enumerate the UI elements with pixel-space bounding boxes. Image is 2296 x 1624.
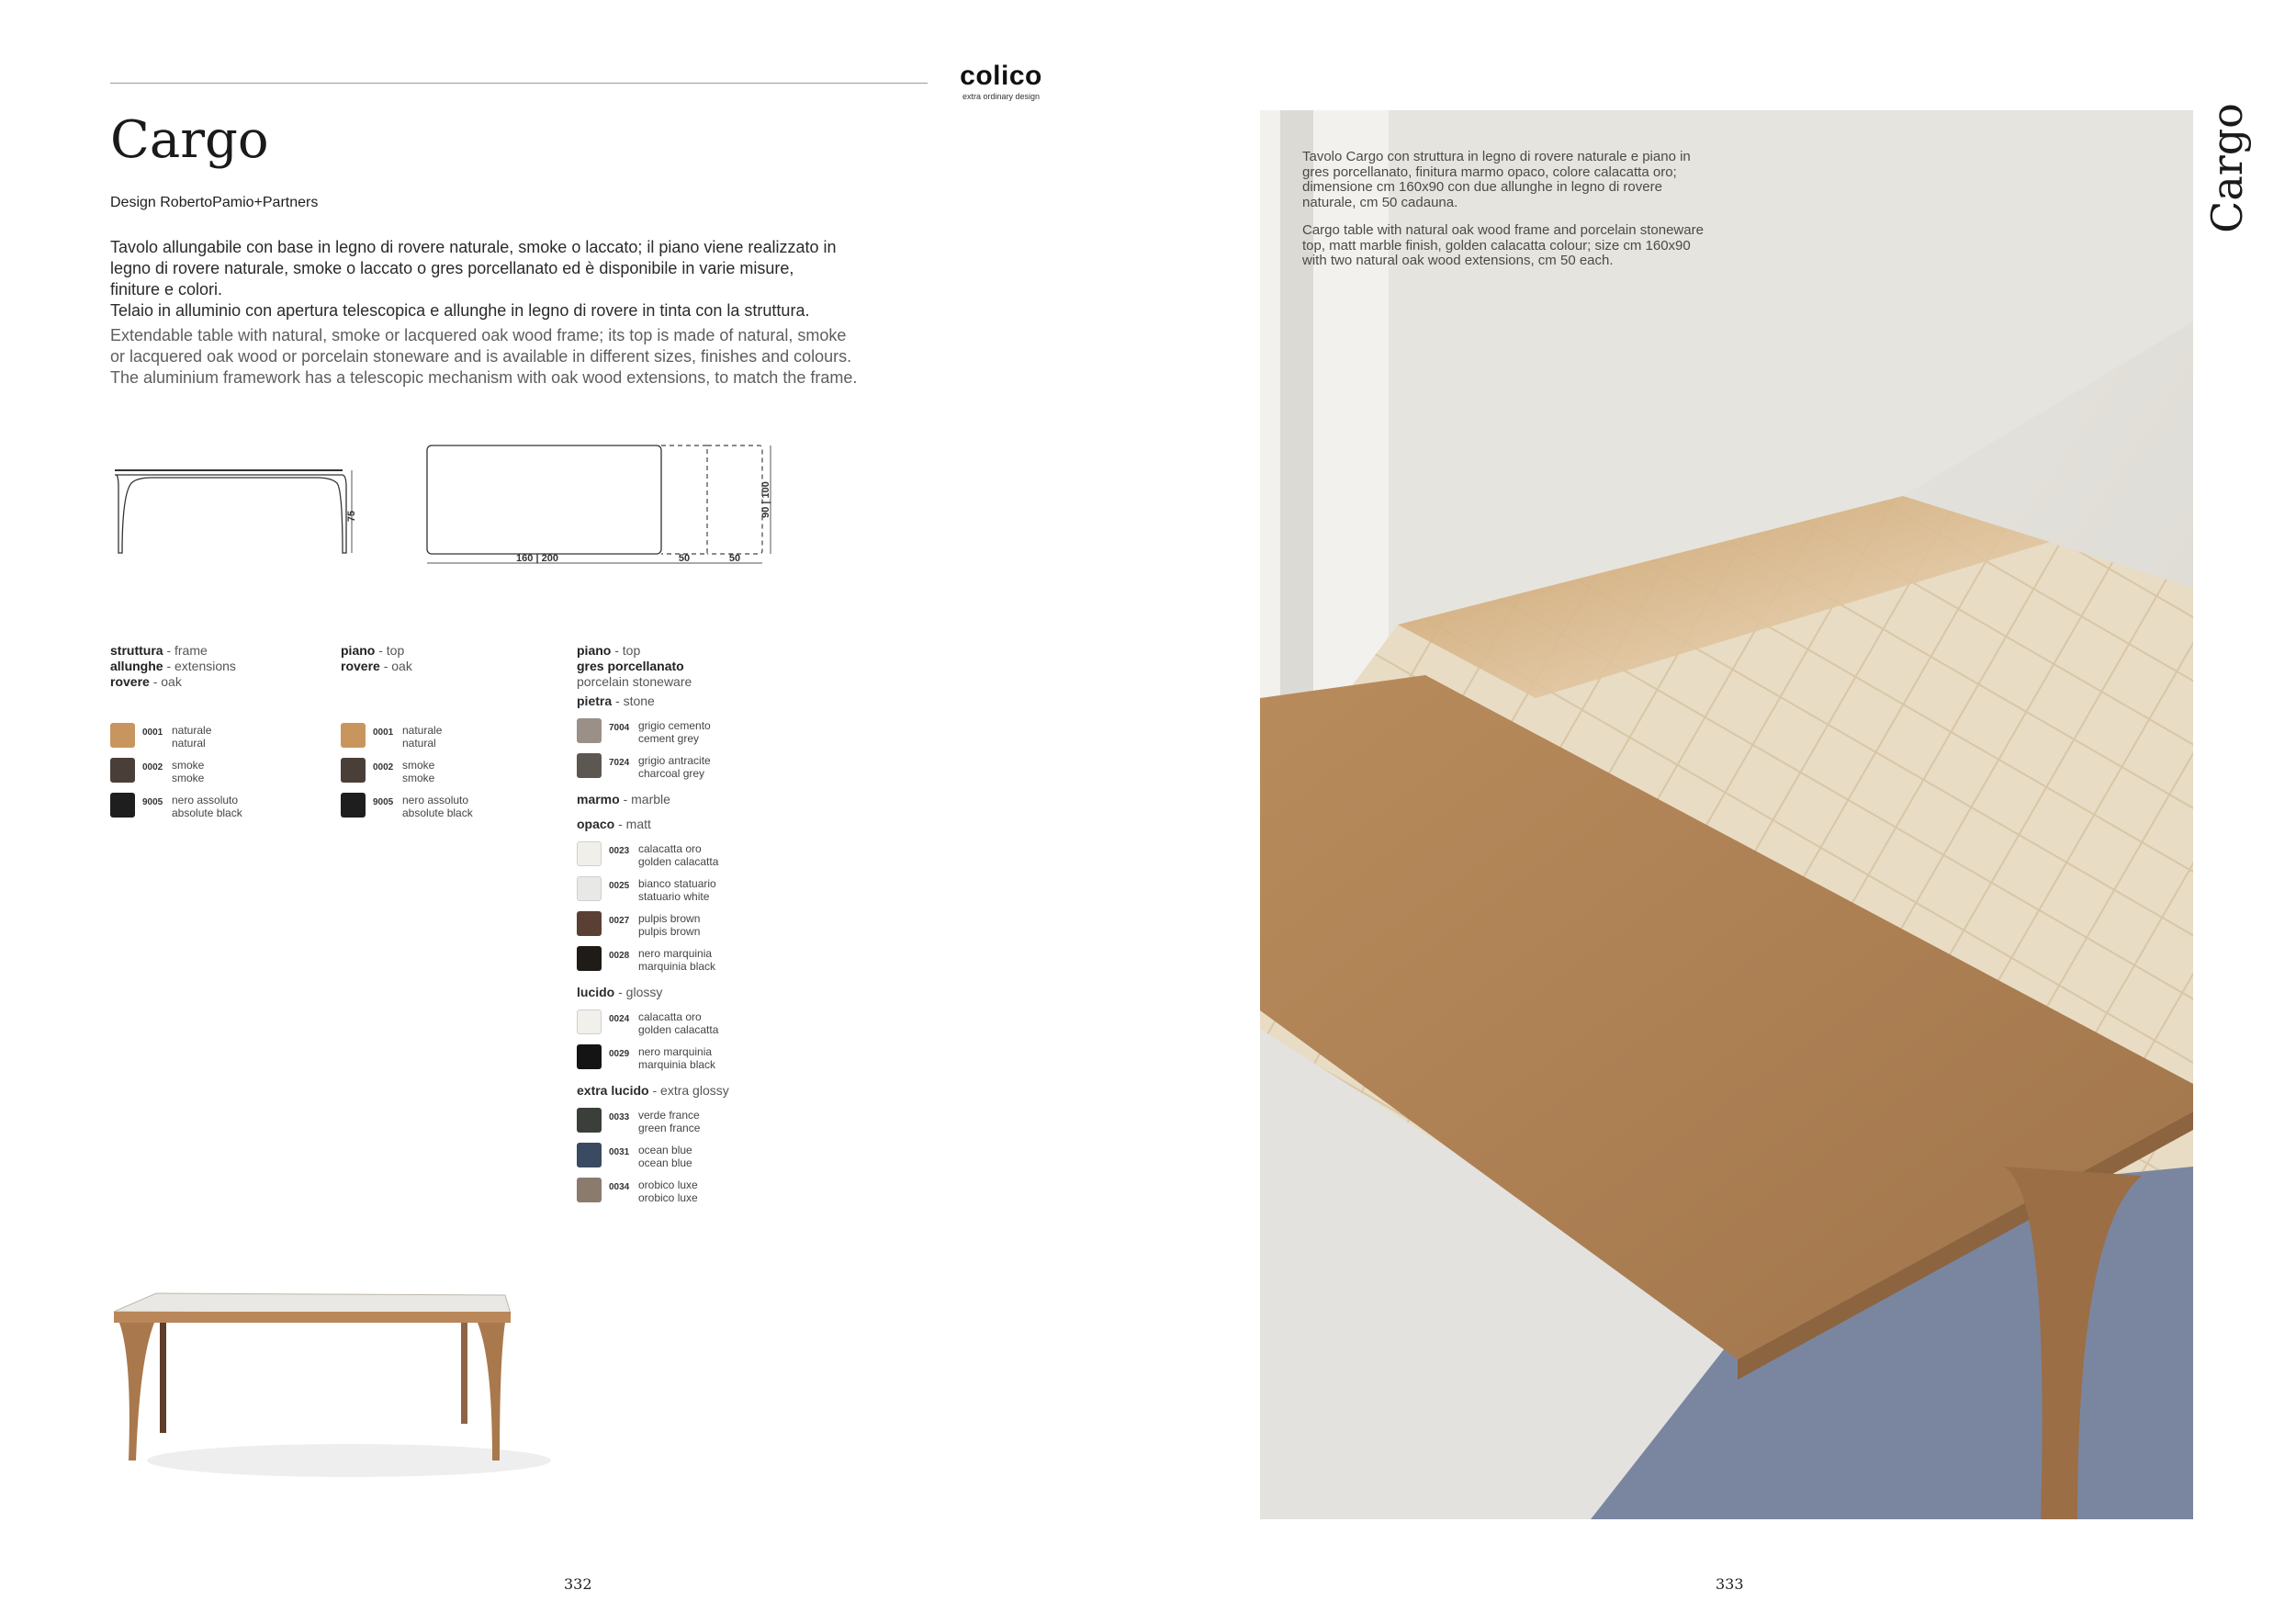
finish-code: 0029	[609, 1049, 630, 1059]
color-chip	[110, 758, 135, 783]
swatch-list	[110, 723, 321, 818]
finish-name: naturale natural	[402, 724, 443, 750]
color-chip	[577, 1009, 602, 1034]
finish-name: calacatta oro golden calacatta	[638, 1010, 719, 1036]
glossy-label: lucido - glossy	[577, 985, 663, 999]
finish-code: 0001	[373, 727, 394, 738]
color-chip	[577, 911, 602, 936]
depth-dimension: 90 | 100	[760, 481, 771, 518]
finish-swatch	[577, 841, 852, 867]
color-chip	[577, 1143, 602, 1167]
finish-code: 0031	[609, 1147, 630, 1157]
finish-swatch	[110, 758, 321, 784]
product-title: Cargo	[110, 110, 269, 170]
color-chip	[577, 718, 602, 743]
marble-label: marmo - marble	[577, 792, 670, 806]
color-chip	[341, 793, 366, 818]
extra-glossy-label: extra lucido - extra glossy	[577, 1083, 729, 1098]
color-chip	[577, 753, 602, 778]
color-chip	[577, 1044, 602, 1069]
finish-code: 9005	[373, 797, 394, 807]
length-dimension: 160 | 200	[516, 553, 558, 564]
finishes-oak-top-column	[341, 643, 552, 818]
color-chip	[577, 841, 602, 866]
description-line: finiture e colori.	[110, 280, 223, 299]
finish-name: grigio antracite charcoal grey	[638, 754, 711, 780]
stone-label: pietra - stone	[577, 694, 655, 708]
finish-swatch	[577, 1009, 852, 1035]
finish-name: grigio cemento cement grey	[638, 719, 711, 745]
color-chip	[110, 793, 135, 818]
finish-swatch	[577, 1108, 852, 1133]
finish-name: ocean blue ocean blue	[638, 1144, 692, 1169]
swatch-list	[577, 1009, 852, 1070]
color-chip	[577, 1108, 602, 1133]
finish-name: nero marquinia marquinia black	[638, 947, 716, 973]
finish-code: 0001	[142, 727, 163, 738]
logo-wordmark: colico	[960, 61, 1042, 91]
finish-heading: struttura - frame allunghe - extensions rovere - oak	[110, 643, 236, 689]
swatch-list	[341, 723, 552, 818]
color-chip	[110, 723, 135, 748]
finish-code: 9005	[142, 797, 163, 807]
side-view-drawing	[106, 432, 363, 570]
brand-logo	[955, 62, 1047, 101]
finish-swatch	[577, 876, 852, 902]
swatch-list	[577, 841, 852, 972]
finish-code: 7024	[609, 758, 630, 768]
description-english	[110, 325, 872, 389]
top-view-drawing	[418, 436, 785, 574]
finish-swatch	[577, 753, 852, 779]
swatch-list	[577, 718, 852, 779]
finish-name: verde france green france	[638, 1109, 701, 1134]
finish-swatch	[341, 723, 552, 749]
finish-swatch	[577, 1178, 852, 1203]
finish-code: 0028	[609, 951, 630, 961]
extension-dimension: 50	[678, 553, 691, 564]
finish-swatch	[110, 793, 321, 818]
description-line: Telaio in alluminio con apertura telescopica e allunghe in legno di rovere in tinta con la struttura.	[110, 301, 810, 320]
finish-swatch	[341, 793, 552, 818]
color-chip	[577, 1178, 602, 1202]
color-chip	[341, 758, 366, 783]
finish-name: calacatta oro golden calacatta	[638, 842, 719, 868]
caption-italian: Tavolo Cargo con struttura in legno di rovere naturale e piano in gres porcellanato, finitura marmo opaco, colore calacatta oro; dimensione cm 160x90 con due allunghe in legno di rovere naturale, cm 50 cadauna.	[1302, 149, 1691, 210]
finish-code: 0034	[609, 1182, 630, 1192]
extension-dimension: 50	[728, 553, 741, 564]
color-chip	[341, 723, 366, 748]
finish-name: bianco statuario statuario white	[638, 877, 716, 903]
finish-code: 0023	[609, 846, 630, 856]
description-line: legno di rovere naturale, smoke o laccato o gres porcellanato ed è disponibile in varie misure,	[110, 259, 794, 277]
finish-code: 0027	[609, 916, 630, 926]
color-chip	[577, 876, 602, 901]
finish-swatch	[577, 911, 852, 937]
swatch-list	[577, 1108, 852, 1203]
description-line: Tavolo allungabile con base in legno di rovere naturale, smoke o laccato; il piano viene realizzato in	[110, 238, 837, 256]
table-product-image	[101, 1277, 615, 1488]
room-photo	[1260, 110, 2193, 1519]
logo-tagline: extra ordinary design	[962, 92, 1041, 101]
finishes-stoneware-column	[577, 643, 852, 1203]
finish-code: 7004	[609, 723, 630, 733]
header-rule	[110, 83, 928, 84]
description-line: Extendable table with natural, smoke or lacquered oak wood frame; its top is made of natural, smoke	[110, 326, 847, 344]
finish-heading: piano - top rovere - oak	[341, 643, 412, 673]
finish-name: pulpis brown pulpis brown	[638, 912, 701, 938]
description-line: The aluminium framework has a telescopic mechanism with oak wood extensions, to match the frame.	[110, 368, 858, 387]
finish-code: 0024	[609, 1014, 630, 1024]
finish-name: nero marquinia marquinia black	[638, 1045, 716, 1071]
finish-swatch	[577, 1143, 852, 1168]
page-number-right: 333	[1716, 1575, 1744, 1593]
description-italian	[110, 237, 872, 321]
finishes-frame-column	[110, 643, 321, 818]
finish-swatch	[110, 723, 321, 749]
color-chip	[577, 946, 602, 971]
finish-code: 0033	[609, 1112, 630, 1122]
finish-code: 0025	[609, 881, 630, 891]
finish-code: 0002	[142, 762, 163, 773]
finish-swatch	[577, 718, 852, 744]
finish-code: 0002	[373, 762, 394, 773]
vertical-product-title: Cargo	[2202, 103, 2252, 233]
photo-caption	[1302, 150, 1706, 282]
description-line: or lacquered oak wood or porcelain stoneware and is available in different sizes, finishes and colours.	[110, 347, 852, 366]
finish-name: nero assoluto absolute black	[402, 794, 473, 819]
finish-heading: piano - top gres porcellanato porcelain stoneware	[577, 643, 692, 689]
finish-name: smoke smoke	[172, 759, 205, 784]
finish-name: smoke smoke	[402, 759, 435, 784]
matt-label: opaco - matt	[577, 817, 651, 831]
finish-swatch	[577, 946, 852, 972]
finish-name: orobico luxe orobico luxe	[638, 1179, 698, 1204]
caption-english: Cargo table with natural oak wood frame and porcelain stoneware top, matt marble finish, golden calacatta colour; size cm 160x90 with two natural oak wood extensions, cm 50 each.	[1302, 222, 1704, 268]
product-designer: Design RobertoPamio+Partners	[110, 195, 319, 210]
finish-name: nero assoluto absolute black	[172, 794, 242, 819]
finish-swatch	[577, 1044, 852, 1070]
page-number-left: 332	[564, 1575, 592, 1593]
height-dimension: 75	[346, 510, 357, 523]
finish-swatch	[341, 758, 552, 784]
finish-name: naturale natural	[172, 724, 212, 750]
